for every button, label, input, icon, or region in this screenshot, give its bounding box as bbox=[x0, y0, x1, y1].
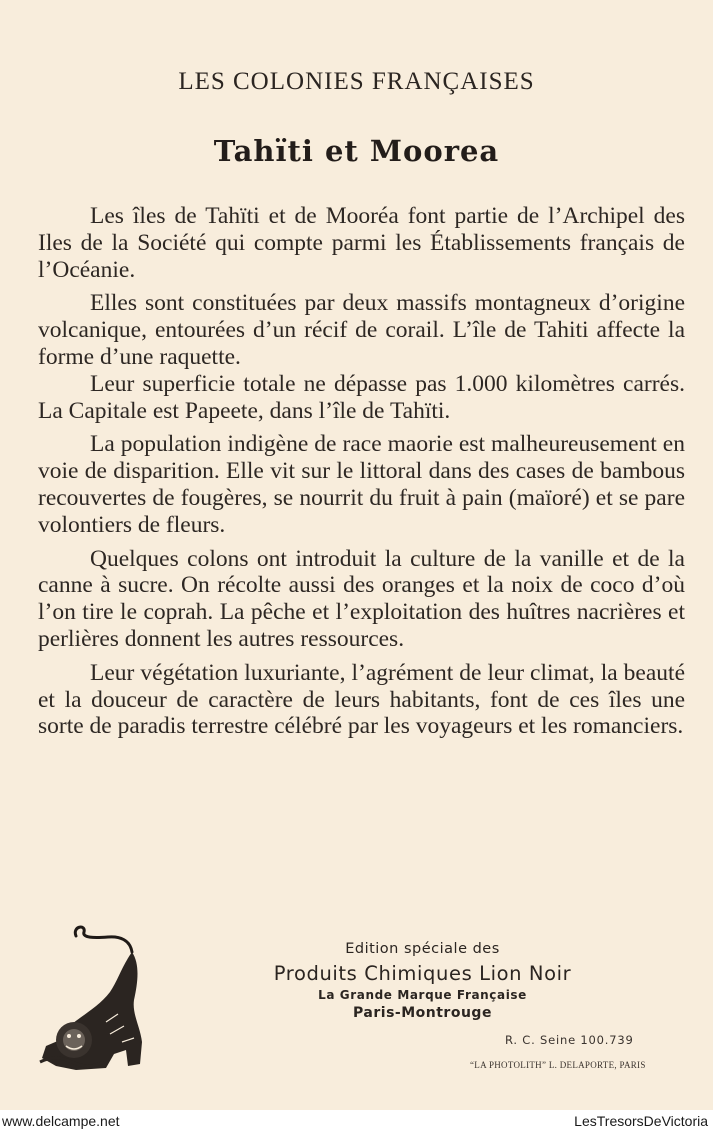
paragraph: Leur superficie totale ne dépasse pas 1.000 kilomètres carrés. La Capitale est Papeete, dans l’île de Tahïti. bbox=[38, 370, 685, 424]
card-title: Tahïti et Moorea bbox=[213, 134, 500, 168]
edition-line: Edition spéciale des bbox=[345, 941, 500, 957]
publisher-block bbox=[240, 938, 605, 1023]
lion-logo-icon bbox=[36, 922, 148, 1072]
card-body bbox=[38, 203, 685, 747]
paragraph: Elles sont constituées par deux massifs montagneux d’origine volcanique, entourées d’un récif de corail. L’île de Tahiti affecte la forme d’une raquette. bbox=[38, 290, 685, 370]
site-watermark: www.delcampe.net bbox=[2, 1113, 120, 1129]
brand-location: Paris-Montrouge bbox=[353, 1005, 492, 1021]
paragraph: Leur végétation luxuriante, l’agrément de leur climat, la beauté et la douceur de caractère de leurs habitants, font de ces îles une sorte de paradis terrestre célébré par les voyageurs et les romanciers. bbox=[38, 659, 685, 740]
paragraph: La population indigène de race maorie est malheureusement en voie de disparition. Elle vit sur le littoral dans des cases de bambous recouvertes de fougères, se nourrit du fruit à pain (maïoré) et se pare volontiers de fleurs. bbox=[38, 431, 685, 538]
registry-number: R. C. Seine 100.739 bbox=[505, 1033, 634, 1047]
paragraph: Les îles de Tahïti et de Mooréa font partie de l’Archipel des Iles de la Société qui compte parmi les Établissements français de l’Océanie. bbox=[38, 203, 685, 283]
seller-watermark: LesTresorsDeVictoria bbox=[574, 1113, 708, 1129]
brand-tagline: La Grande Marque Française bbox=[318, 988, 527, 1002]
brand-name: Produits Chimiques Lion Noir bbox=[273, 962, 572, 985]
watermark-bar bbox=[0, 1110, 713, 1132]
printer-credit: “LA PHOTOLITH” L. DELAPORTE, PARIS bbox=[470, 1060, 646, 1070]
paragraph: Quelques colons ont introduit la culture de la vanille et de la canne à sucre. On récolte aussi des oranges et la noix de coco d’où l’on tire le coprah. La pêche et l’exploitation des huîtres nacrières et perlières donnent les autres ressources. bbox=[38, 545, 685, 652]
series-title: LES COLONIES FRANÇAISES bbox=[178, 68, 535, 95]
